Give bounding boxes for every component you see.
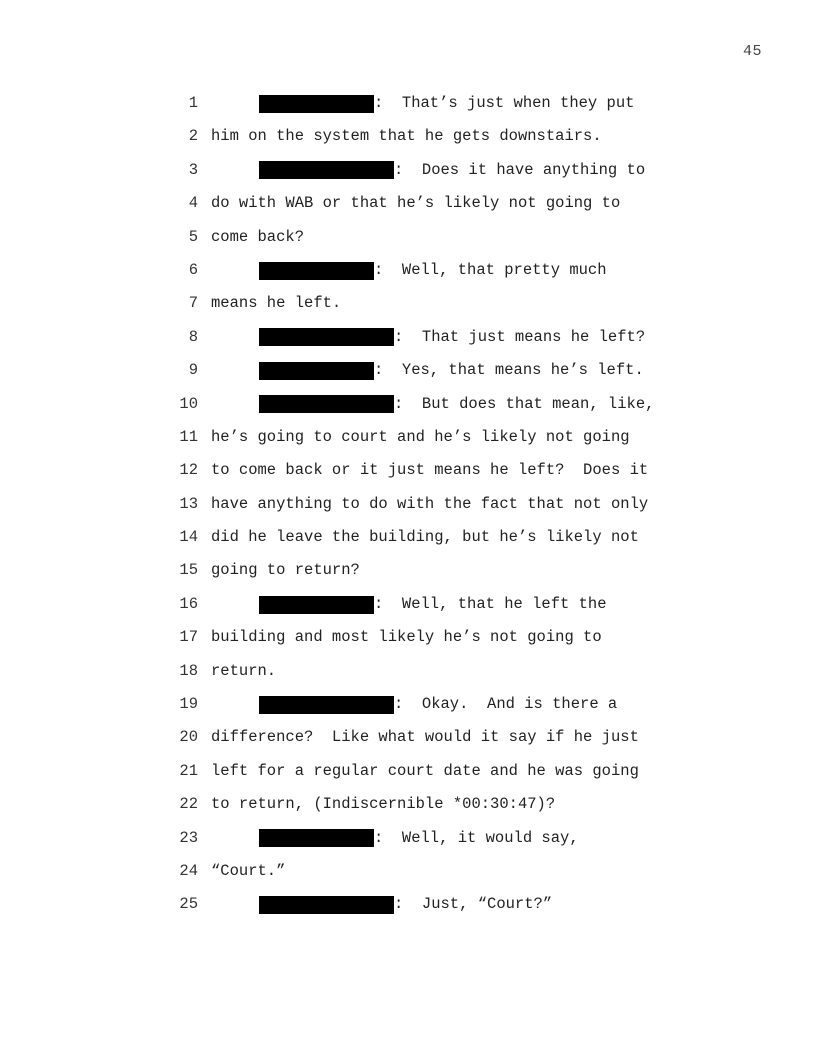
- line-number: 14: [179, 528, 198, 547]
- speech-text: : Just, “Court?”: [394, 895, 553, 914]
- line-number: 2: [188, 127, 198, 146]
- continuation-text: “Court.”: [211, 861, 286, 880]
- line-number: 10: [179, 394, 198, 413]
- transcript-line: [0, 721, 816, 754]
- transcript-line: [0, 388, 816, 421]
- transcript-line: [0, 788, 816, 821]
- line-number: 23: [179, 828, 198, 847]
- transcript-line: [0, 588, 816, 621]
- continuation-text: do with WAB or that he’s likely not going to: [211, 194, 621, 213]
- speaker-turn: [259, 321, 645, 354]
- redacted-speaker-name: [259, 161, 394, 179]
- transcript-line: [0, 254, 816, 287]
- continuation-text: difference? Like what would it say if he just: [211, 728, 639, 747]
- line-number: 21: [179, 761, 198, 780]
- transcript-line: [0, 221, 816, 254]
- speaker-turn: [259, 87, 634, 120]
- continuation-text: means he left.: [211, 294, 342, 313]
- speech-text: : Well, that he left the: [374, 594, 607, 613]
- line-number: 9: [188, 361, 198, 380]
- continuation-text: to come back or it just means he left? Does it: [211, 461, 649, 480]
- redacted-speaker-name: [259, 596, 374, 614]
- continuation-text: he’s going to court and he’s likely not going: [211, 427, 630, 446]
- speech-text: : Yes, that means he’s left.: [374, 361, 644, 380]
- speaker-turn: [259, 388, 654, 421]
- continuation-text: building and most likely he’s not going to: [211, 628, 602, 647]
- line-number: 11: [179, 427, 198, 446]
- continuation-text: have anything to do with the fact that not only: [211, 494, 649, 513]
- speech-text: : But does that mean, like,: [394, 394, 655, 413]
- transcript-line: [0, 855, 816, 888]
- transcript-line: [0, 120, 816, 153]
- speech-text: : Well, it would say,: [374, 828, 579, 847]
- line-number: 7: [188, 294, 198, 313]
- line-number: 8: [188, 327, 198, 346]
- continuation-text: did he leave the building, but he’s likely not: [211, 528, 639, 547]
- transcript-line: [0, 755, 816, 788]
- page-number: 45: [742, 43, 762, 60]
- transcript-line: [0, 287, 816, 320]
- line-number: 5: [188, 227, 198, 246]
- redacted-speaker-name: [259, 328, 394, 346]
- line-number: 18: [179, 661, 198, 680]
- redacted-speaker-name: [259, 696, 394, 714]
- line-number: 22: [179, 795, 198, 814]
- transcript-line: [0, 688, 816, 721]
- line-number: 3: [188, 160, 198, 179]
- speech-text: : Okay. And is there a: [394, 695, 618, 714]
- line-number: 1: [188, 94, 198, 112]
- transcript-line: [0, 421, 816, 454]
- transcript-line: [0, 321, 816, 354]
- line-number: 19: [179, 695, 198, 714]
- speech-text: : That’s just when they put: [374, 94, 635, 112]
- transcript-line: [0, 655, 816, 688]
- redacted-speaker-name: [259, 395, 394, 413]
- line-number: 4: [188, 194, 198, 213]
- continuation-text: to return, (Indiscernible *00:30:47)?: [211, 795, 556, 814]
- line-number: 12: [179, 461, 198, 480]
- line-number: 13: [179, 494, 198, 513]
- transcript-line: [0, 488, 816, 521]
- redacted-speaker-name: [259, 829, 374, 847]
- line-number: 15: [179, 561, 198, 580]
- speaker-turn: [259, 688, 617, 721]
- transcript-line: [0, 187, 816, 220]
- line-number: 16: [179, 594, 198, 613]
- line-number: 24: [179, 861, 198, 880]
- redacted-speaker-name: [259, 95, 374, 113]
- continuation-text: left for a regular court date and he was going: [211, 761, 639, 780]
- speaker-turn: [259, 354, 644, 387]
- redacted-speaker-name: [259, 896, 394, 914]
- line-number: 6: [188, 260, 198, 279]
- transcript-line: [0, 621, 816, 654]
- continuation-text: come back?: [211, 227, 305, 246]
- redacted-speaker-name: [259, 362, 374, 380]
- line-number: 20: [179, 728, 198, 747]
- transcript-line: [0, 822, 816, 855]
- speaker-turn: [259, 822, 579, 855]
- transcript-line: [0, 521, 816, 554]
- transcript-line: [0, 354, 816, 387]
- redacted-speaker-name: [259, 262, 374, 280]
- speaker-turn: [259, 254, 607, 287]
- speaker-turn: [259, 888, 552, 921]
- line-number: 25: [179, 895, 198, 914]
- speaker-turn: [259, 588, 607, 621]
- transcript-line: [0, 554, 816, 587]
- transcript-body: [0, 87, 816, 922]
- transcript-line: [0, 888, 816, 921]
- line-number: 17: [179, 628, 198, 647]
- transcript-line: [0, 454, 816, 487]
- transcript-line: [0, 87, 816, 120]
- speech-text: : Does it have anything to: [394, 160, 646, 179]
- speech-text: : That just means he left?: [394, 327, 646, 346]
- continuation-text: return.: [211, 661, 277, 680]
- speech-text: : Well, that pretty much: [374, 260, 607, 279]
- transcript-line: [0, 154, 816, 187]
- continuation-text: going to return?: [211, 561, 360, 580]
- continuation-text: him on the system that he gets downstairs.: [211, 127, 602, 146]
- speaker-turn: [259, 154, 645, 187]
